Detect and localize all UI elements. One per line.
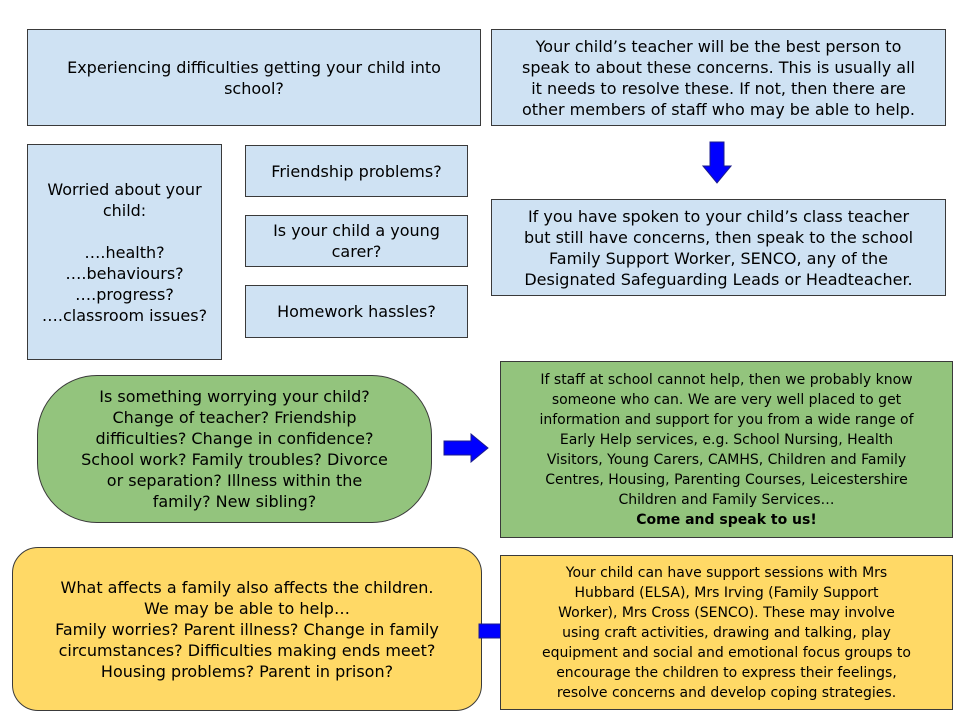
early-help-line: information and support for you from a wide range of: [539, 411, 914, 428]
spoken-line: Family Support Worker, SENCO, any of the: [549, 248, 888, 268]
family-line: Family worries? Parent illness? Change in family: [55, 619, 439, 639]
spoken-line: If you have spoken to your child’s class teacher: [527, 206, 910, 226]
family-box: [12, 547, 482, 711]
young-carer-line: Is your child a young: [273, 221, 440, 240]
young-carer-line: carer?: [331, 242, 382, 261]
family-line: Housing problems? Parent in prison?: [100, 661, 394, 681]
difficulties-line: school?: [224, 78, 284, 98]
spoken-line: but still have concerns, then speak to the school: [523, 227, 914, 247]
worried-title-line: Worried about your: [47, 179, 202, 199]
support-line: encourage the children to express their feelings,: [556, 664, 897, 681]
teacher-line: it needs to resolve these. If not, then there are: [531, 78, 906, 98]
young-carer-box: [245, 215, 468, 267]
early-help-line: If staff at school cannot help, then we probably know: [540, 371, 913, 388]
support-line: equipment and social and emotional focus groups to: [542, 644, 911, 661]
family-line: What affects a family also affects the children.: [60, 577, 434, 597]
spoken-box: [491, 199, 946, 296]
support-line: using craft activities, drawing and talking, play: [562, 624, 891, 641]
worrying-box: [37, 375, 432, 523]
worrying-line: Is something worrying your child?: [99, 387, 370, 406]
support-line: Hubbard (ELSA), Mrs Irving (Family Support: [574, 584, 879, 601]
family-line: We may be able to help…: [144, 598, 350, 618]
homework-box: [245, 285, 468, 338]
worried-box: [27, 144, 222, 360]
early-help-cta: Come and speak to us!: [636, 511, 817, 528]
difficulties-box: [27, 29, 481, 126]
worried-item: ….health?: [84, 242, 165, 262]
early-help-box: [500, 361, 953, 538]
family-line: circumstances? Difficulties making ends meet?: [58, 640, 436, 660]
friendship-box: [245, 145, 468, 197]
friendship-label: Friendship problems?: [271, 161, 442, 181]
support-line: resolve concerns and develop coping strategies.: [556, 684, 897, 701]
worrying-line: family? New sibling?: [152, 492, 317, 511]
early-help-line: Children and Family Services…: [618, 491, 835, 508]
down-arrow-icon: [702, 141, 732, 184]
worried-item: ….classroom issues?: [41, 305, 208, 325]
teacher-box: [491, 29, 946, 126]
worried-item: ….progress?: [75, 284, 174, 304]
difficulties-line: Experiencing difficulties getting your child into: [67, 57, 441, 77]
early-help-line: someone who can. We are very well placed to get: [551, 391, 902, 408]
worrying-line: School work? Family troubles? Divorce: [81, 450, 388, 469]
teacher-line: other members of staff who may be able to help.: [521, 99, 916, 119]
spoken-line: Designated Safeguarding Leads or Headteacher.: [524, 269, 913, 289]
worried-title-line: child:: [102, 200, 147, 220]
homework-label: Homework hassles?: [277, 302, 436, 321]
teacher-line: Your child’s teacher will be the best person to: [535, 36, 902, 56]
right-arrow-icon: [443, 433, 489, 463]
worrying-line: or separation? Illness within the: [106, 471, 363, 490]
support-line: Your child can have support sessions with Mrs: [565, 564, 888, 581]
early-help-line: Centres, Housing, Parenting Courses, Leicestershire: [545, 471, 908, 488]
worried-item: ….behaviours?: [65, 263, 184, 283]
teacher-line: speak to about these concerns. This is usually all: [522, 57, 915, 77]
support-box: [500, 555, 953, 710]
worrying-line: difficulties? Change in confidence?: [95, 429, 374, 448]
support-line: Worker), Mrs Cross (SENCO). These may involve: [558, 604, 895, 621]
early-help-line: Early Help services, e.g. School Nursing, Health: [559, 431, 894, 448]
early-help-line: Visitors, Young Carers, CAMHS, Children and Family: [546, 451, 907, 468]
worrying-line: Change of teacher? Friendship: [112, 408, 357, 427]
